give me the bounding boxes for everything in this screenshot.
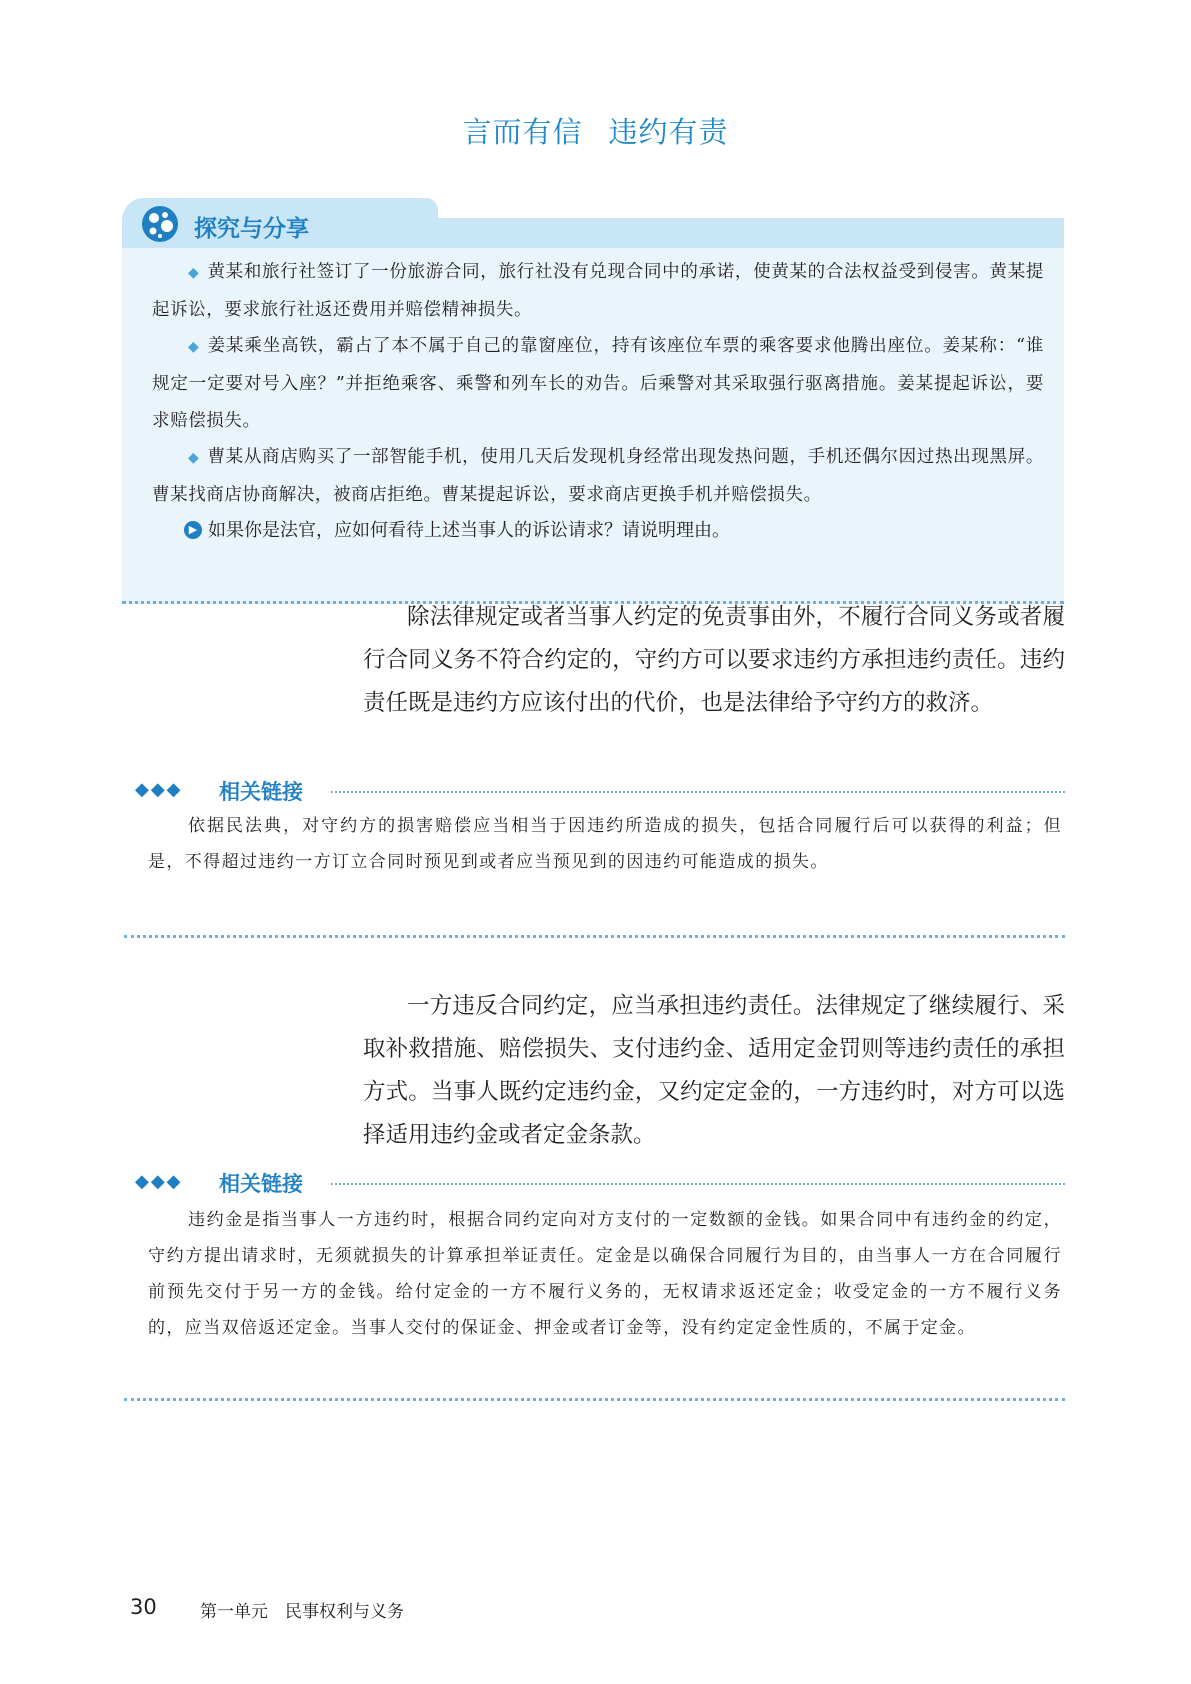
- unit-title: 第一单元 民事权利与义务: [200, 1602, 404, 1622]
- diamond-bullet-icon: ◆: [188, 265, 200, 281]
- dotted-rule: [331, 1183, 1065, 1185]
- page-footer: [130, 1595, 404, 1622]
- dotted-divider: [124, 935, 1065, 938]
- arrow-right-icon: ▶: [184, 521, 202, 539]
- diamond-bullet-icon: ◆: [188, 450, 200, 466]
- related-link-title: 相关链接: [219, 1172, 303, 1196]
- related-link-header-1: [135, 776, 1065, 806]
- triple-diamond-icon: ◆◆◆: [135, 1171, 183, 1192]
- case-2: ◆ 姜某乘坐高铁，霸占了本不属于自己的靠窗座位，持有该座位车票的乘客要求他腾出座位。姜某称：“谁规定一定要对号入座？”并拒绝乘客、乘警和列车长的劝告。后乘警对其采取强行驱离措施。姜某提起诉讼，要求赔偿损失。: [152, 336, 1044, 431]
- body-paragraph-1: 除法律规定或者当事人约定的免责事由外，不履行合同义务或者履行合同义务不符合约定的，守约方可以要求违约方承担违约责任。违约责任既是违约方应该付出的代价，也是法律给予守约方的救济。: [363, 604, 1065, 716]
- title-part-2: 违约有责: [608, 115, 729, 149]
- related-link-text-2: 违约金是指当事人一方违约时，根据合同约定向对方支付的一定数额的金钱。如果合同中有违约金的约定，守约方提出请求时，无须就损失的计算承担举证责任。定金是以确保合同履行为目的，由当事人一方在合同履行前预先交付于另一方的金钱。给付定金的一方不履行义务的，无权请求返还定金；收受定金的一方不履行义务的，应当双倍返还定金。当事人交付的保证金、押金或者订金等，没有约定定金性质的，不属于定金。: [148, 1210, 1062, 1338]
- explore-share-label: 探究与分享: [194, 216, 309, 242]
- triple-diamond-icon: ◆◆◆: [135, 779, 183, 800]
- diamond-bullet-icon: ◆: [188, 339, 200, 355]
- dotted-rule: [331, 791, 1065, 793]
- page-number: 30: [130, 1595, 157, 1619]
- case-1: ◆ 黄某和旅行社签订了一份旅游合同，旅行社没有兑现合同中的承诺，使黄某的合法权益受到侵害。黄某提起诉讼，要求旅行社返还费用并赔偿精神损失。: [152, 262, 1044, 320]
- discussion-question: ▶ 如果你是法官，应如何看待上述当事人的诉讼请求？请说明理由。: [184, 516, 730, 542]
- section-title: [0, 110, 1191, 151]
- related-link-text-1: 依据民法典，对守约方的损害赔偿应当相当于因违约所造成的损失，包括合同履行后可以获得的利益；但是，不得超过违约一方订立合同时预见到或者应当预见到的因违约可能造成的损失。: [148, 816, 1062, 872]
- related-link-header-2: [135, 1168, 1065, 1198]
- related-link-title: 相关链接: [219, 780, 303, 804]
- explore-share-box: [122, 198, 1064, 606]
- title-part-1: 言而有信: [462, 115, 583, 149]
- explore-bubble-icon: [140, 204, 180, 244]
- case-3: ◆ 曹某从商店购买了一部智能手机，使用几天后发现机身经常出现发热问题，手机还偶尔因过热出现黑屏。曹某找商店协商解决，被商店拒绝。曹某提起诉讼，要求商店更换手机并赔偿损失。: [152, 447, 1044, 505]
- body-paragraph-2: 一方违反合同约定，应当承担违约责任。法律规定了继续履行、采取补救措施、赔偿损失、支付违约金、适用定金罚则等违约责任的承担方式。当事人既约定违约金，又约定定金的，一方违约时，对方可以选择适用违约金或者定金条款。: [363, 993, 1065, 1148]
- dotted-divider: [124, 1398, 1065, 1401]
